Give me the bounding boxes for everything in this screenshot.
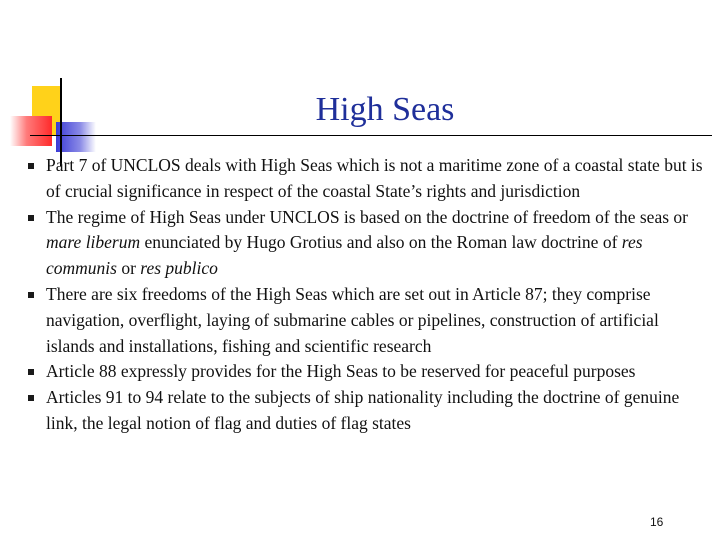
bullet-text: Articles 91 to 94 relate to the subjects of ship nationality including the doctrine of genuine link, the legal notion of flag and duties of flag states <box>46 387 680 433</box>
bullet-marker <box>28 369 34 375</box>
bullet-text: Part 7 of UNCLOS deals with High Seas which is not a maritime zone of a coastal state but is of crucial significance in respect of the coastal State’s rights and jurisdiction <box>46 155 703 201</box>
title-divider <box>62 135 712 136</box>
bullet-text <box>46 205 710 282</box>
bullet-item <box>28 385 710 437</box>
blue-square <box>56 122 96 152</box>
bullet-marker <box>28 163 34 169</box>
bullet-list <box>28 153 710 437</box>
bullet-item <box>28 205 710 282</box>
bullet-item <box>28 282 710 359</box>
bullet-marker <box>28 215 34 221</box>
bullet-italic-term: mare liberum <box>46 232 141 253</box>
bullet-text: Article 88 expressly provides for the High Seas to be reserved for peaceful purposes <box>46 361 636 382</box>
bullet-text-part: enunciated by Hugo Grotius and also on the Roman law doctrine of <box>140 232 622 253</box>
bullet-italic-term: res communis <box>46 232 643 279</box>
bullet-text: There are six freedoms of the High Seas which are set out in Article 87; they comprise navigation, overflight, laying of submarine cables or pipelines, construction of artificial islands and installations, fishing and scientific research <box>46 283 659 356</box>
bullet-item <box>28 359 710 385</box>
slide-title: High Seas <box>315 91 455 128</box>
red-square <box>10 116 52 146</box>
page-number: 16 <box>650 515 664 529</box>
bullet-text-part: or <box>116 258 141 279</box>
bullet-text-part: The regime of High Seas under UNCLOS is based on the doctrine of freedom of the seas or <box>46 206 688 227</box>
logo-decoration <box>0 0 110 160</box>
bullet-marker <box>28 292 34 298</box>
bullet-marker <box>28 395 34 401</box>
bullet-italic-term: res publico <box>140 258 218 279</box>
bullet-item <box>28 153 710 205</box>
